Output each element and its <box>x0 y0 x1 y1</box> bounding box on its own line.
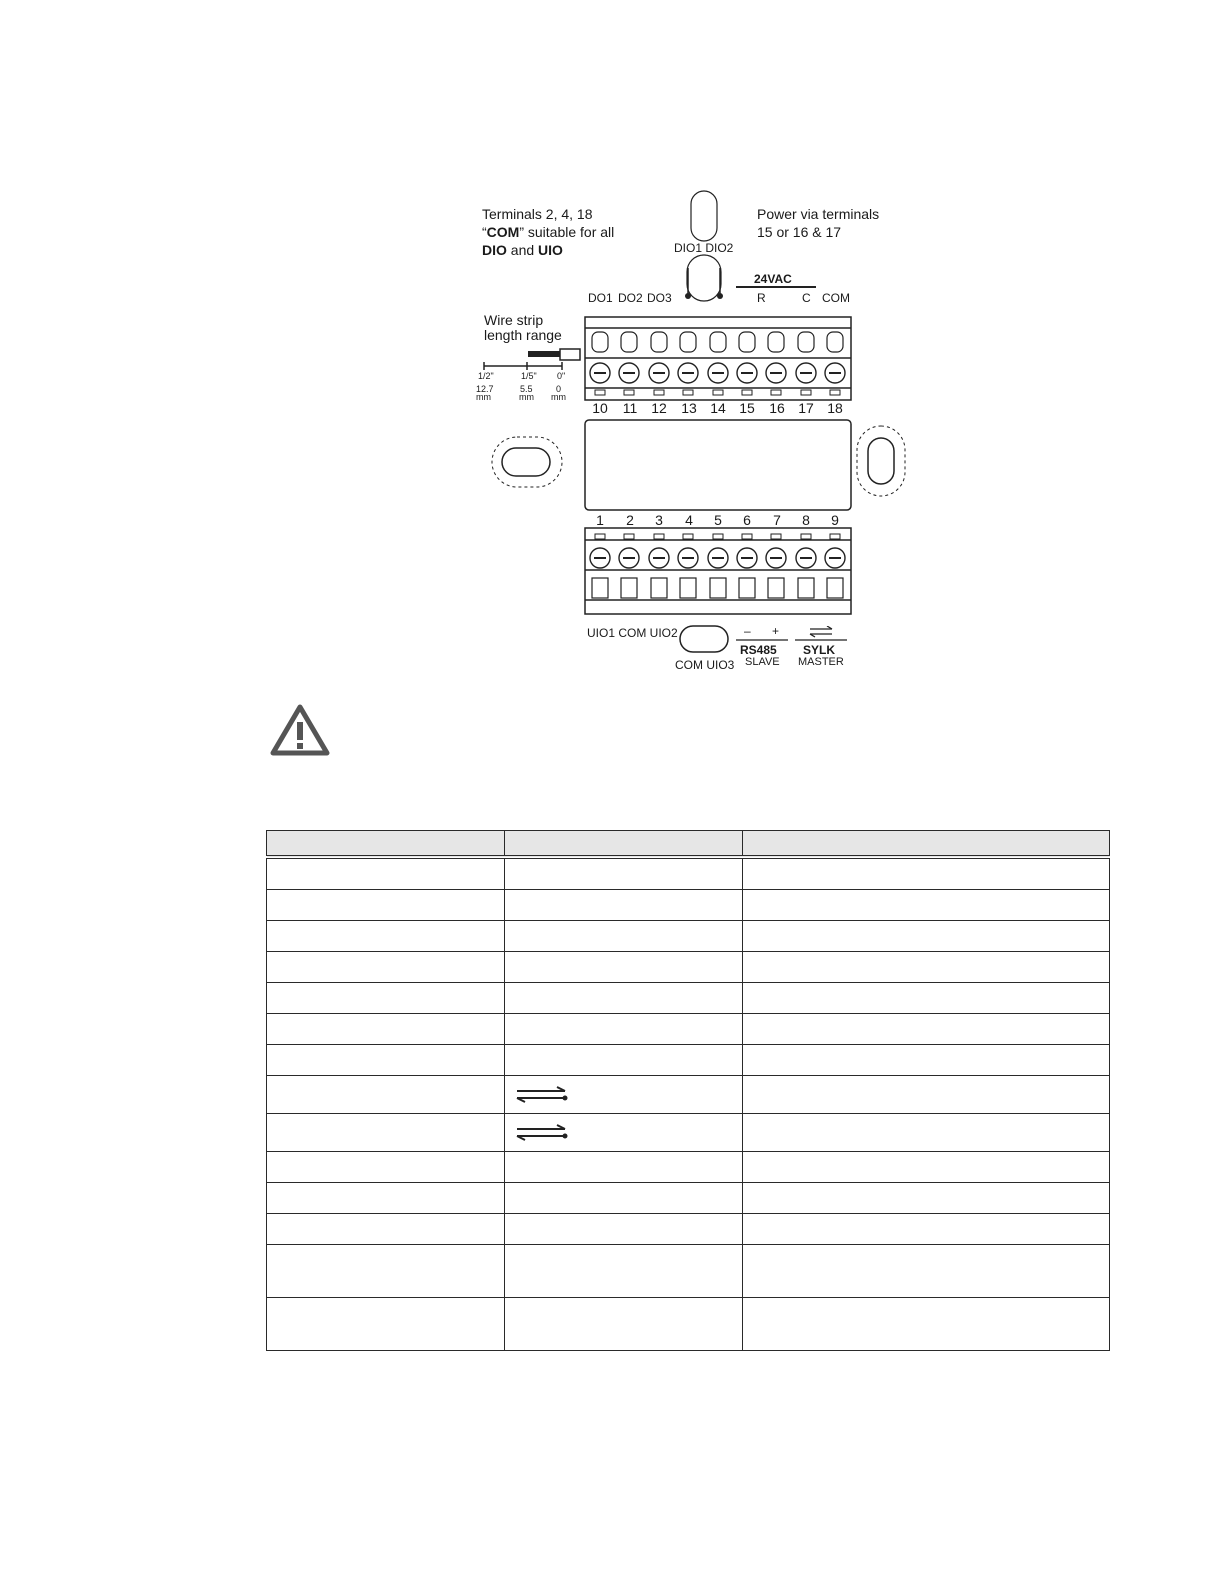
table-cell <box>743 1114 1110 1152</box>
terminal-clamp <box>768 332 784 352</box>
table-row <box>267 857 1110 890</box>
sylk-arrows-icon <box>808 626 834 638</box>
table-row <box>267 1152 1110 1183</box>
note-left-line1: Terminals 2, 4, 18 <box>482 206 593 222</box>
note-right-line1: Power via terminals <box>757 206 880 222</box>
ruler-mm-unit-b: mm <box>519 392 534 402</box>
terminal-number: 14 <box>710 400 726 416</box>
table-row <box>267 1045 1110 1076</box>
terminal-number: 10 <box>592 400 608 416</box>
ruler-zero-inch: 0" <box>557 371 566 381</box>
table-cell <box>743 1298 1110 1351</box>
table-cell <box>267 983 505 1014</box>
terminal-number: 2 <box>626 512 634 528</box>
table-cell <box>505 1014 743 1045</box>
table-cell <box>743 1014 1110 1045</box>
table-header-cell <box>267 831 505 858</box>
note-left-line3: DIO and UIO <box>482 242 563 258</box>
table-row <box>267 890 1110 921</box>
table-row <box>267 1183 1110 1214</box>
terminal-clamp <box>739 332 755 352</box>
power-header: 24VAC <box>754 272 792 286</box>
label-rs485: RS485 <box>740 643 777 657</box>
terminal-clamp <box>739 578 755 598</box>
table-cell <box>267 1076 505 1114</box>
terminal-number: 16 <box>769 400 785 416</box>
sylk-arrows-icon <box>513 1086 569 1104</box>
table-cell <box>505 1183 743 1214</box>
table-cell <box>505 983 743 1014</box>
terminal-clamp <box>798 332 814 352</box>
terminal-release-slot <box>771 534 781 539</box>
terminal-number: 15 <box>739 400 755 416</box>
terminal-release-slot <box>801 534 811 539</box>
terminal-number: 17 <box>798 400 814 416</box>
table-cell <box>505 921 743 952</box>
table-cell <box>505 1152 743 1183</box>
terminal-clamp <box>621 332 637 352</box>
table-cell <box>267 1152 505 1183</box>
terminal-number: 12 <box>651 400 667 416</box>
sylk-arrows-icon <box>513 1124 569 1142</box>
table-row <box>267 952 1110 983</box>
terminal-clamp <box>798 578 814 598</box>
terminal-release-slot <box>830 534 840 539</box>
terminal-release-slot <box>624 390 634 395</box>
table-cell <box>267 952 505 983</box>
terminal-release-slot <box>742 534 752 539</box>
label-uio: UIO1 COM UIO2 <box>587 626 678 640</box>
table-row <box>267 1214 1110 1245</box>
wire-strip-line2: length range <box>484 327 562 343</box>
label-c: C <box>802 291 811 305</box>
table-cell <box>267 1298 505 1351</box>
terminal-release-slot <box>830 390 840 395</box>
table-cell <box>505 890 743 921</box>
terminal-release-slot <box>771 390 781 395</box>
terminal-number: 5 <box>714 512 722 528</box>
table-row <box>267 921 1110 952</box>
table-cell <box>743 890 1110 921</box>
terminal-release-slot <box>713 390 723 395</box>
ruler-mm-a: 12.7 <box>476 384 494 394</box>
terminal-clamp <box>710 578 726 598</box>
terminal-clamp <box>827 578 843 598</box>
table-row <box>267 983 1110 1014</box>
table-cell <box>505 1298 743 1351</box>
terminal-clamp <box>621 578 637 598</box>
note-right-line2: 15 or 16 & 17 <box>757 224 842 240</box>
terminal-release-slot <box>595 534 605 539</box>
terminal-number: 6 <box>743 512 751 528</box>
table-cell <box>743 921 1110 952</box>
table-cell <box>743 1045 1110 1076</box>
table-cell <box>743 983 1110 1014</box>
terminal-clamp <box>680 578 696 598</box>
table-cell <box>505 1045 743 1076</box>
table-cell <box>505 1214 743 1245</box>
terminal-release-slot <box>801 390 811 395</box>
table-cell <box>267 921 505 952</box>
table-cell <box>505 1245 743 1298</box>
table-cell <box>743 1245 1110 1298</box>
table-row <box>267 1014 1110 1045</box>
note-left-line2: “COM” suitable for all <box>482 224 615 240</box>
label-com: COM <box>822 291 850 305</box>
terminal-release-slot <box>595 390 605 395</box>
terminal-release-slot <box>654 534 664 539</box>
label-do2: DO2 <box>618 291 643 305</box>
terminal-number: 3 <box>655 512 663 528</box>
label-sylk: SYLK <box>803 643 836 657</box>
table-row <box>267 1298 1110 1351</box>
table-cell <box>267 1114 505 1152</box>
terminal-number: 4 <box>685 512 693 528</box>
terminal-clamp <box>680 332 696 352</box>
table-row <box>267 1245 1110 1298</box>
terminal-number: 1 <box>596 512 604 528</box>
terminal-release-slot <box>624 534 634 539</box>
table-cell <box>743 1076 1110 1114</box>
ruler-mm-c: 0 <box>556 384 562 394</box>
table-row <box>267 1114 1110 1152</box>
ruler-half-inch: 1/2" <box>478 371 494 381</box>
warning-icon <box>270 704 330 756</box>
terminal-clamp <box>651 578 667 598</box>
table-header-cell <box>743 831 1110 858</box>
terminal-release-slot <box>713 534 723 539</box>
table-cell <box>267 1045 505 1076</box>
terminal-number: 13 <box>681 400 697 416</box>
label-do1: DO1 <box>588 291 613 305</box>
table-cell <box>267 1014 505 1045</box>
terminal-number: 8 <box>802 512 810 528</box>
table-cell <box>267 890 505 921</box>
terminal-clamp <box>768 578 784 598</box>
label-slave: SLAVE <box>745 656 780 668</box>
table-cell <box>505 1076 743 1114</box>
table-cell <box>743 1152 1110 1183</box>
table-cell <box>505 952 743 983</box>
ruler-mm-unit-c: mm <box>551 392 566 402</box>
table-cell <box>267 857 505 890</box>
terminal-release-slot <box>742 390 752 395</box>
ruler-fifth-inch: 1/5" <box>521 371 537 381</box>
table-cell <box>267 1183 505 1214</box>
table-cell <box>743 857 1110 890</box>
terminal-release-slot <box>683 534 693 539</box>
terminal-number: 11 <box>622 400 638 416</box>
terminal-table <box>266 830 1110 1351</box>
ruler-mm-b: 5.5 <box>520 384 533 394</box>
table-row <box>267 1076 1110 1114</box>
terminal-number: 18 <box>827 400 843 416</box>
terminal-clamp <box>592 578 608 598</box>
label-r: R <box>757 291 766 305</box>
table-cell <box>743 1214 1110 1245</box>
terminal-number: 9 <box>831 512 839 528</box>
table-cell <box>743 952 1110 983</box>
terminal-release-slot <box>683 390 693 395</box>
table-cell <box>743 1183 1110 1214</box>
label-com-uio3: COM UIO3 <box>675 658 735 672</box>
table-header-cell <box>505 831 743 858</box>
table-cell <box>505 1114 743 1152</box>
label-plus: + <box>772 624 780 638</box>
terminal-clamp <box>710 332 726 352</box>
label-minus: – <box>744 624 751 638</box>
terminal-clamp <box>592 332 608 352</box>
label-do3: DO3 <box>647 291 672 305</box>
label-master: MASTER <box>798 656 844 668</box>
terminal-release-slot <box>654 390 664 395</box>
terminal-wiring-diagram <box>470 180 920 680</box>
wire-strip-line1: Wire strip <box>484 312 544 328</box>
terminal-clamp <box>827 332 843 352</box>
table-header-row <box>267 831 1110 858</box>
table-cell <box>267 1214 505 1245</box>
dio-label: DIO1 DIO2 <box>674 241 734 255</box>
ruler-mm-unit-a: mm <box>476 392 491 402</box>
table-cell <box>505 857 743 890</box>
table-cell <box>267 1245 505 1298</box>
terminal-number: 7 <box>773 512 781 528</box>
terminal-clamp <box>651 332 667 352</box>
